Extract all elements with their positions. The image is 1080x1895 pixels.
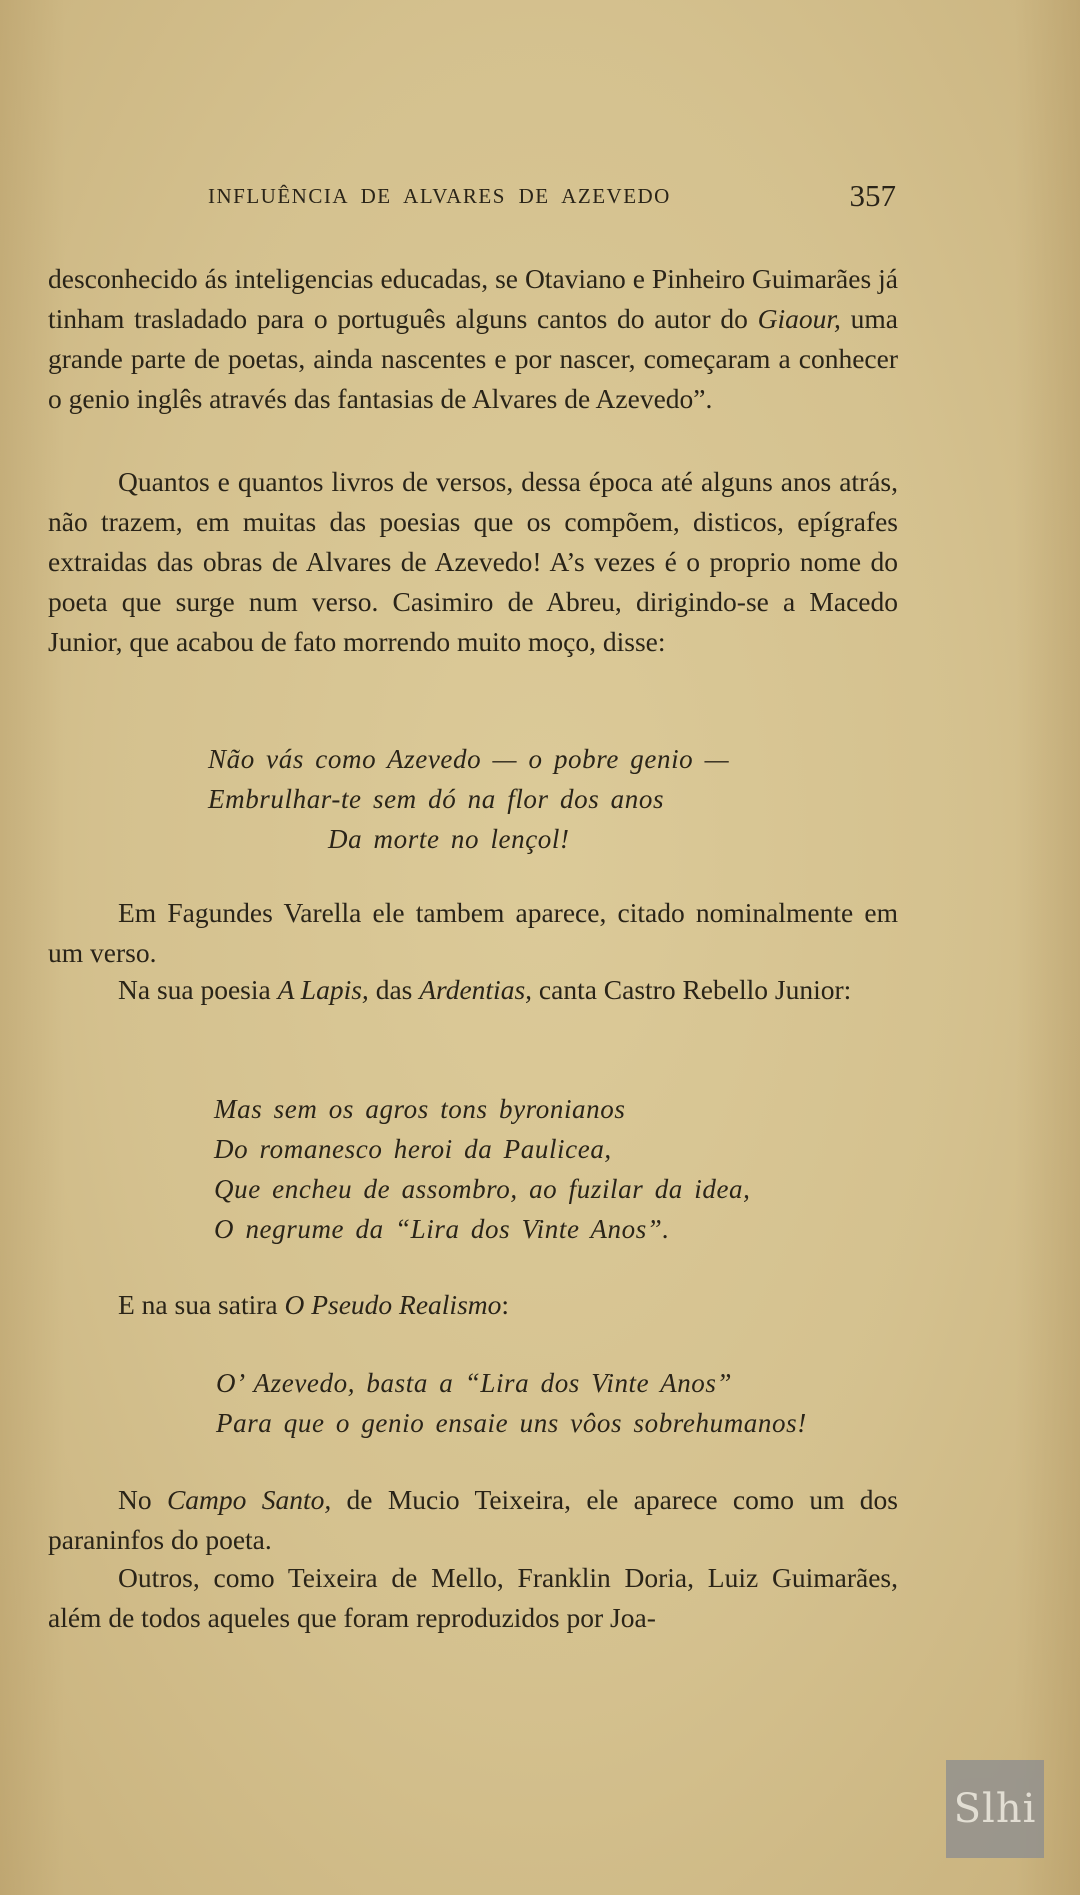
verse-block-1 xyxy=(208,739,729,859)
italic-title: Giaour, xyxy=(757,303,841,334)
page-number: 357 xyxy=(849,178,896,213)
verse-line: Para que o genio ensaie uns vôos sobrehumanos! xyxy=(216,1408,807,1438)
italic-title: O Pseudo Realismo xyxy=(284,1289,502,1320)
text-run: das xyxy=(368,974,420,1005)
text-run: de Mucio Teixeira, ele aparece como um dos paraninfos do poeta. xyxy=(48,1484,899,1555)
paragraph-4 xyxy=(48,970,898,1010)
verse-line: Mas sem os agros tons byronianos xyxy=(214,1094,626,1124)
italic-title: Campo Santo, xyxy=(166,1484,332,1515)
text-run: canta Castro Rebello Junior: xyxy=(532,974,852,1005)
paragraph-6 xyxy=(48,1480,898,1560)
text-run: uma grande parte de poetas, ainda nascentes e por nascer, começaram a conhecer o genio inglês através das fantasias de Alvares de Azevedo”. xyxy=(48,303,898,414)
paragraph-text xyxy=(48,1285,898,1325)
text-run: desconhecido ás inteligencias educadas, se Otaviano e Pinheiro Guimarães já tinham trasladado para o português alguns cantos do autor do xyxy=(48,263,898,334)
paragraph-text xyxy=(48,259,898,419)
paragraph-3 xyxy=(48,893,898,973)
verse-line: Do romanesco heroi da Paulicea, xyxy=(214,1134,612,1164)
verse-line: O negrume da “Lira dos Vinte Anos”. xyxy=(214,1214,670,1244)
running-title: INFLUÊNCIA DE ALVARES DE AZEVEDO xyxy=(208,184,671,208)
verse-block-3 xyxy=(216,1363,807,1443)
stamp-text: Slhi xyxy=(953,1786,1037,1832)
text-run: E na sua satira xyxy=(118,1289,285,1320)
text-run: Na sua poesia xyxy=(118,974,278,1005)
verse-block-2 xyxy=(214,1089,751,1249)
paragraph-7 xyxy=(48,1558,898,1638)
paragraph-1 xyxy=(48,259,898,419)
italic-title: A Lapis, xyxy=(277,974,369,1005)
paragraph-text: Outros, como Teixeira de Mello, Franklin Doria, Luiz Guimarães, além de todos aqueles que foram reproduzidos por Joa- xyxy=(48,1562,898,1633)
paragraph-text: Em Fagundes Varella ele tambem aparece, citado nominalmente em um verso. xyxy=(48,897,898,968)
verse-line: O’ Azevedo, basta a “Lira dos Vinte Anos” xyxy=(216,1368,733,1398)
verse-line: Embrulhar-te sem dó na flor dos anos xyxy=(208,784,665,814)
verse-line: Que encheu de assombro, ao fuzilar da idea, xyxy=(214,1174,751,1204)
library-stamp-logo xyxy=(946,1760,1044,1858)
page-header xyxy=(208,178,896,218)
italic-title: Ardentias, xyxy=(419,974,533,1005)
text-run: : xyxy=(501,1289,510,1320)
text-run: No xyxy=(118,1484,167,1515)
paragraph-text: Quantos e quantos livros de versos, dessa época até alguns anos atrás, não trazem, em muitas das poesias que os compõem, disticos, epígrafes extraidas das obras de Alvares de Azevedo! A’s vezes é o proprio nome do poeta que surge num verso. Casimiro de Abreu, dirigindo-se a Macedo Junior, que acabou de fato morrendo muito moço, disse: xyxy=(48,466,898,657)
verse-line: Não vás como Azevedo — o pobre genio — xyxy=(208,744,730,774)
paragraph-text xyxy=(48,970,898,1010)
paragraph-5 xyxy=(48,1285,898,1325)
paragraph-2 xyxy=(48,462,898,662)
verse-line: Da morte no lençol! xyxy=(328,824,570,854)
paragraph-text xyxy=(48,1480,898,1560)
